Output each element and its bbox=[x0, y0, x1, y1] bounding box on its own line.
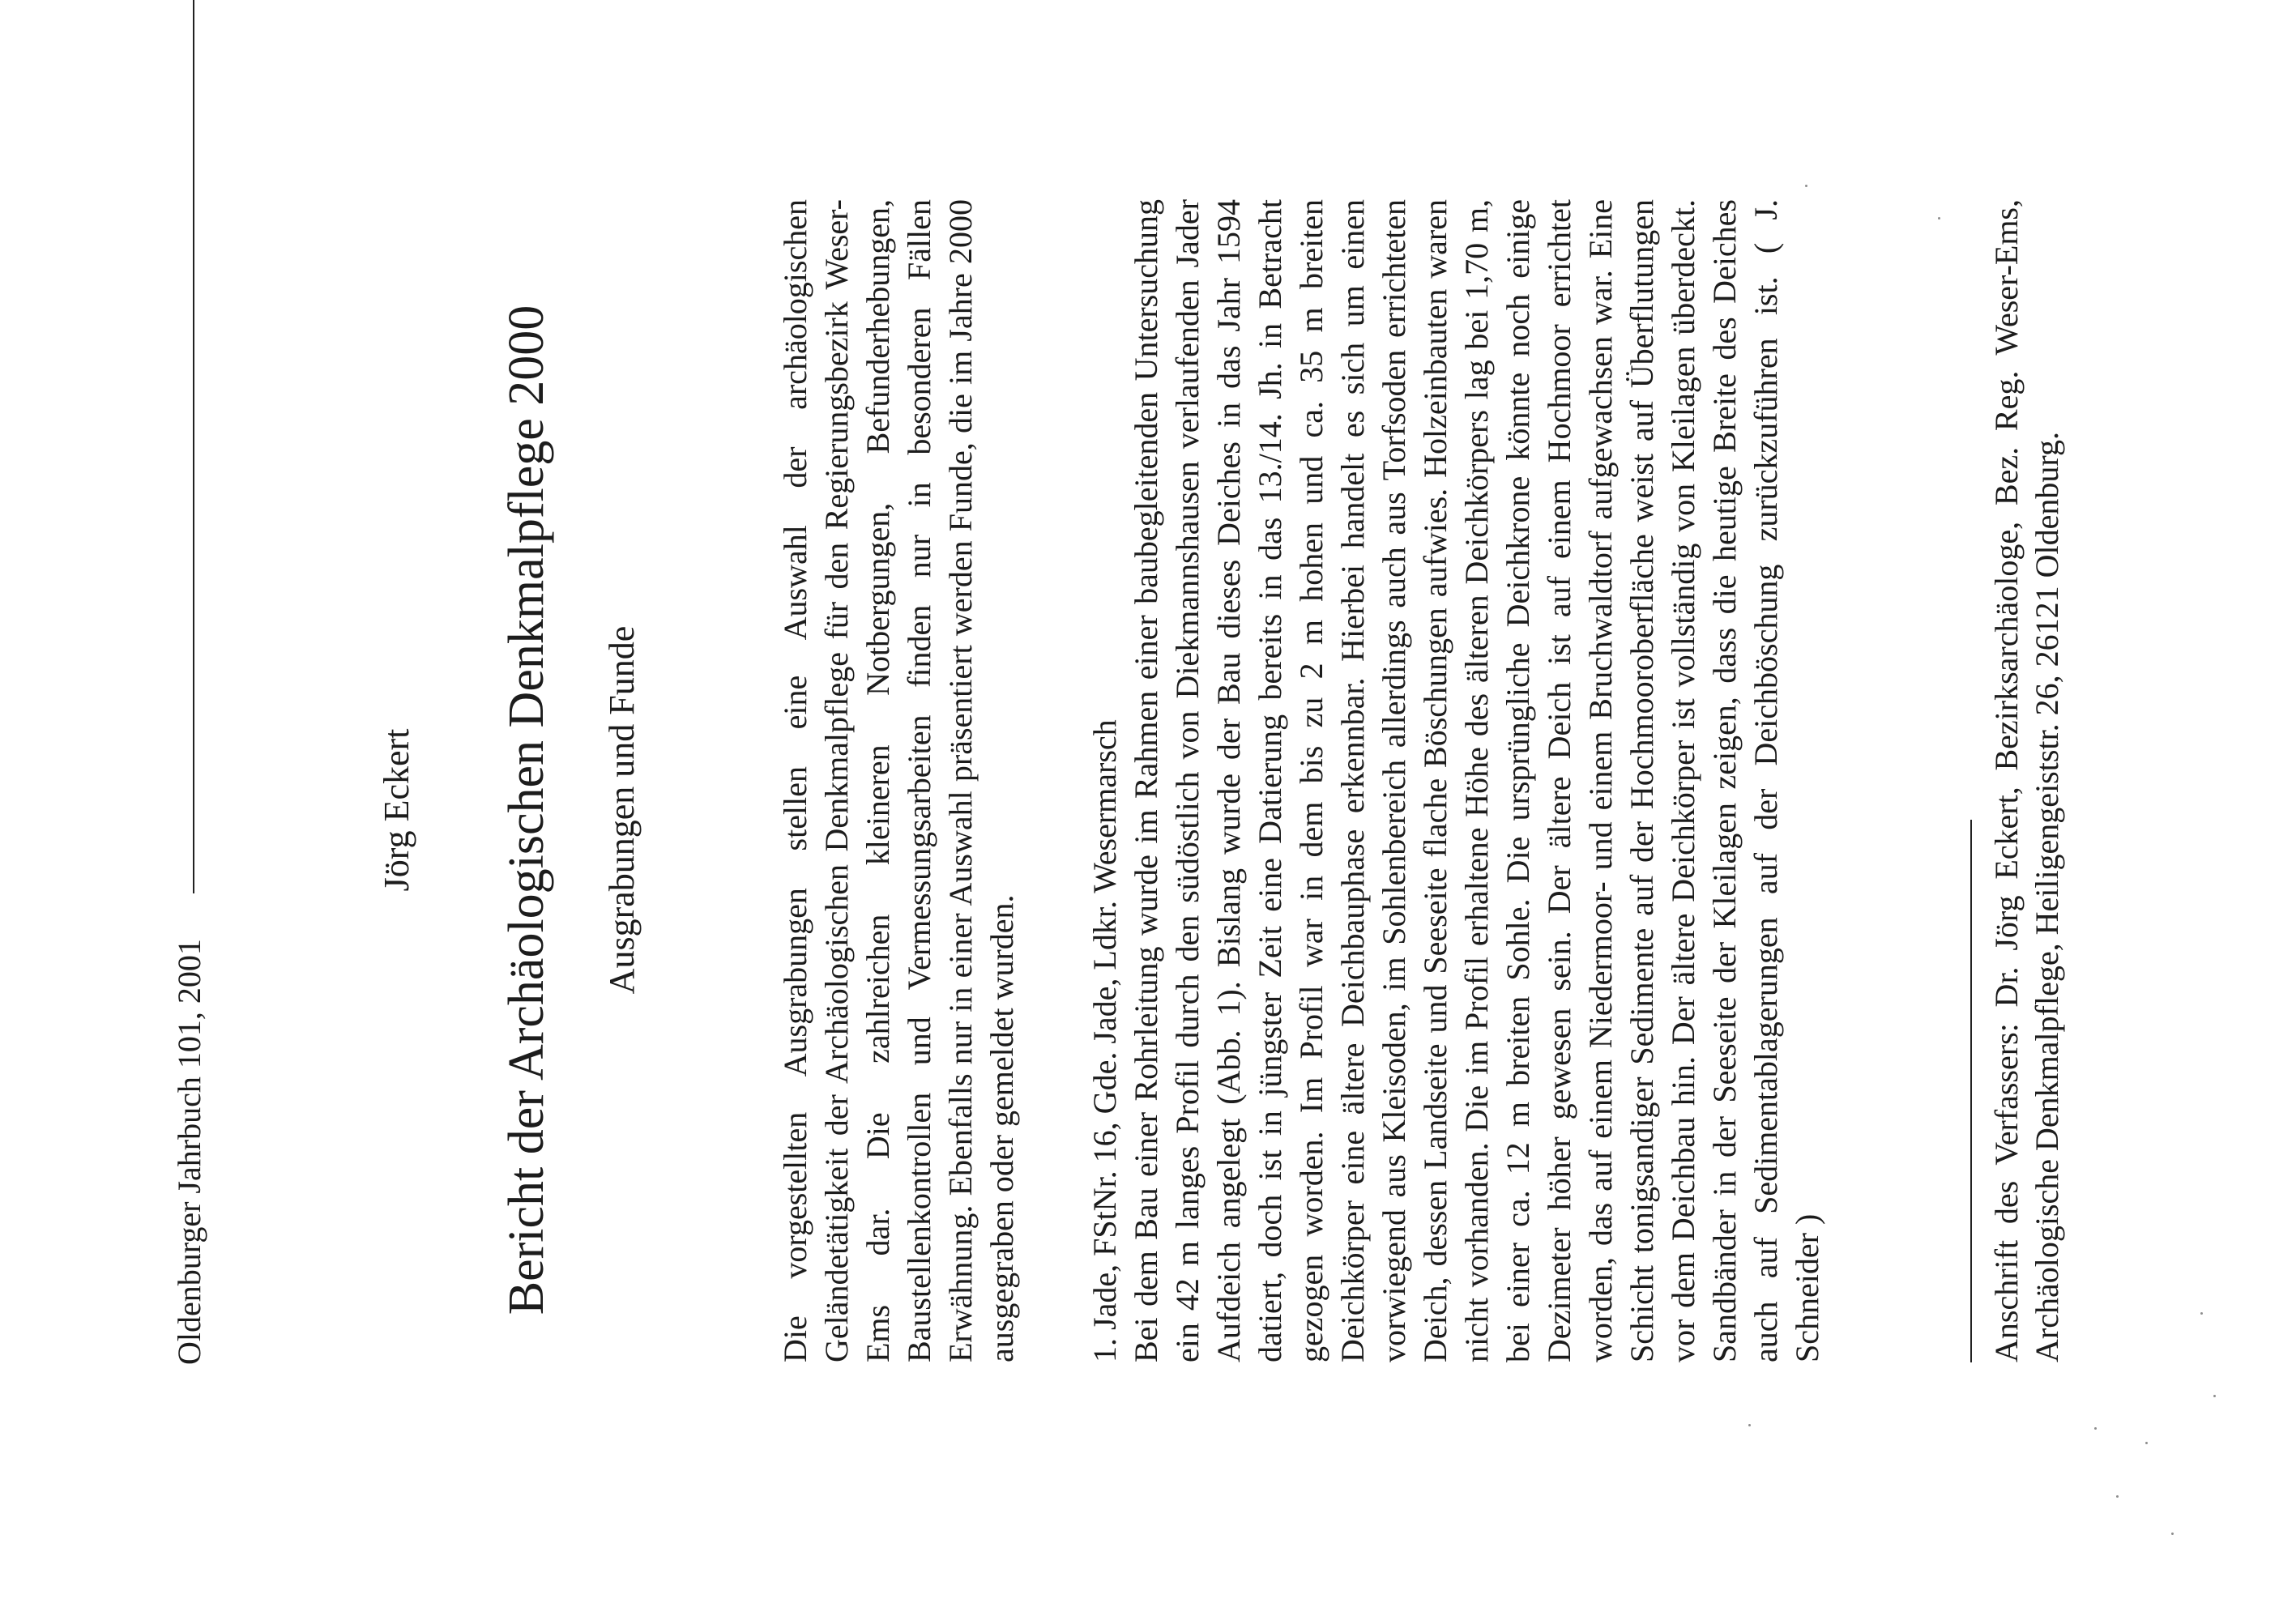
article-title: Bericht der Archäologischen Denkmalpflege 2000 bbox=[499, 305, 554, 1315]
site-entry bbox=[1084, 199, 1828, 1362]
scan-speck bbox=[2200, 1312, 2203, 1315]
author-name: Jörg Eckert bbox=[377, 728, 416, 892]
scan-speck bbox=[1748, 1424, 1751, 1426]
site-entry-text: Bei dem Bau einer Rohrleitung wurde im Rahmen einer baubegleitenden Untersuchung ein 42 m langes Profil durch den südöstlich von Diekmannshausen verlaufenden Jader Aufdeich angelegt (Abb. 1). Bislang wurde der Bau dieses Deiches in das Jahr 1594 datiert, doch ist in jüngster Zeit eine Datierung bereits in das 13./14. Jh. in Betracht gezogen worden. Im Profil war in dem bis zu 2 m hohen und ca. 35 m breiten Deichkörper eine ältere Deichbauphase erkennbar. Hierbei handelt es sich um einen vorwiegend aus Kleisoden, im Sohlenbereich allerdings auch aus Torfsoden errichteten Deich, dessen Landseite und Seeseite flache Böschungen aufwies. Holzeinbauten waren nicht vorhanden. Die im Profil erhaltene Höhe des älteren Deichkörpers lag bei 1,70 m, bei einer ca. 12 m breiten Sohle. Die ursprüngliche Deichkrone könnte noch einige Dezimeter höher gewesen sein. Der ältere Deich ist auf einem Hochmoor errichtet worden, das auf einem Niedermoor- und einem Bruchwaldtorf aufgewachsen war. Eine Schicht tonigsandiger Sedimente auf der Hochmooroberfläche weist auf Überflutungen vor dem Deichbau hin. Der ältere Deichkörper ist vollständig von Kleilagen überdeckt. Sandbänder in der Seeseite der Kleilagen zeigen, dass die heutige Breite des Deiches auch auf Sedimentablagerungen auf der Deichböschung zurückzuführen ist. ( J. Schneider ) bbox=[1128, 199, 1825, 1362]
intro-paragraph: Die vorgestellten Ausgrabungen stellen eine Auswahl der archäologischen Geländetätigkeit der Archäologischen Denkmalpflege für den Regierungsbezirk Weser-Ems dar. Die zahlreichen kleineren Notbergungen, Befunderhebungen, Baustellenkontrollen und Vermessungsarbeiten finden nur in besonderen Fällen Erwähnung. Ebenfalls nur in einer Auswahl präsentiert werden Funde, die im Jahre 2000 ausgegraben oder gemeldet wurden. bbox=[777, 199, 1020, 1362]
footnote-rule bbox=[1970, 820, 1972, 1362]
scan-speck bbox=[2094, 1427, 2097, 1430]
scan-speck bbox=[2171, 1533, 2174, 1535]
scan-speck bbox=[2116, 1495, 2119, 1498]
author-address-footnote: Anschrift des Verfassers: Dr. Jörg Eckert, Bezirksarchäologe, Bez. Reg. Weser-Ems, Archäologische Denkmalpflege, Heiligengeiststr. 26, 26121 Oldenburg. bbox=[1988, 199, 2065, 1362]
scan-speck bbox=[1805, 185, 1807, 187]
running-head bbox=[169, 12, 211, 1365]
site-entry-heading: 1. Jade, FStNr. 16, Gde. Jade, Ldkr. Wesermarsch bbox=[1086, 719, 1123, 1362]
running-head-rule bbox=[193, 0, 194, 893]
journal-citation: Oldenburger Jahrbuch 101, 2001 bbox=[171, 939, 207, 1365]
scan-speck bbox=[2145, 1442, 2148, 1444]
article-subtitle: Ausgrabungen und Funde bbox=[602, 625, 642, 995]
scan-speck bbox=[1938, 217, 1940, 220]
scan-speck bbox=[2213, 1395, 2216, 1397]
